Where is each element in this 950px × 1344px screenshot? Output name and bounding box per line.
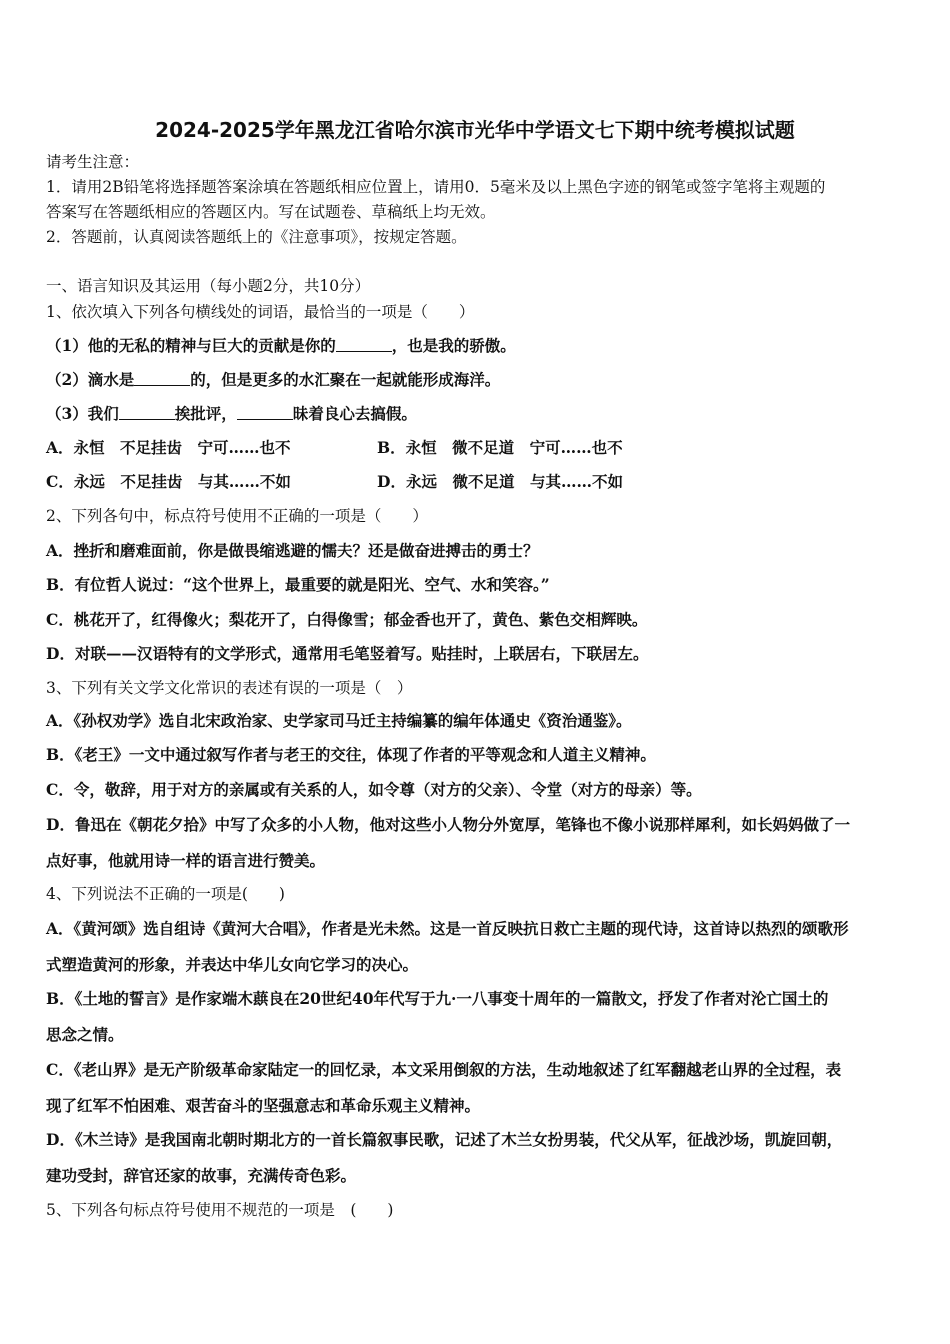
question-2-option-b: B．有位哲人说过：“这个世界上，最重要的就是阳光、空气、水和笑容。” xyxy=(46,575,550,594)
question-2-option-d: D．对联——汉语特有的文学形式，通常用毛笔竖着写。贴挂时，上联居右，下联居左。 xyxy=(46,644,649,663)
notice-item-1: 1．请用2B铅笔将选择题答案涂填在答题纸相应位置上，请用0．5毫米及以上黑色字迹的钢笔或签字笔将主观题的 xyxy=(46,178,826,196)
question-4-option-d: D．《木兰诗》是我国南北朝时期北方的一首长篇叙事民歌，记述了木兰女扮男装，代父从军，征战沙场，凯旋回朝， xyxy=(46,1130,843,1149)
fill-blank xyxy=(119,405,175,420)
fill-blank xyxy=(237,405,293,420)
fill-blank xyxy=(336,337,392,352)
question-1-sentence-3 xyxy=(46,404,417,424)
notice-heading: 请考生注意： xyxy=(46,153,140,171)
sentence-text: ，也是我的骄傲。 xyxy=(391,336,516,355)
sentence-text: （3）我们 xyxy=(46,404,119,423)
question-1-option-a: A．永恒 不足挂齿 宁可……也不 xyxy=(46,438,291,457)
question-4-option-c-cont: 现了红军不怕困难、艰苦奋斗的坚强意志和革命乐观主义精神。 xyxy=(46,1096,481,1115)
question-4-option-c: C．《老山界》是无产阶级革命家陆定一的回忆录，本文采用倒叙的方法，生动地叙述了红军翻越老山界的全过程，表 xyxy=(46,1060,842,1079)
sentence-text: 挨批评， xyxy=(174,404,237,423)
question-1-sentence-2 xyxy=(46,370,500,390)
question-3-stem: 3、下列有关文学文化常识的表述有误的一项是（ ） xyxy=(46,679,413,697)
page-title: 2024-2025学年黑龙江省哈尔滨市光华中学语文七下期中统考模拟试题 xyxy=(155,118,795,142)
question-2-stem: 2、下列各句中，标点符号使用不正确的一项是（ ） xyxy=(46,507,428,525)
sentence-text: 的，但是更多的水汇聚在一起就能形成海洋。 xyxy=(190,370,501,389)
question-3-option-c: C．令，敬辞，用于对方的亲属或有关系的人，如令尊（对方的父亲）、令堂（对方的母亲）等。 xyxy=(46,780,702,799)
question-3-option-a: A．《孙权劝学》选自北宋政治家、史学家司马迁主持编纂的编年体通史《资治通鉴》。 xyxy=(46,711,632,730)
question-4-option-a-cont: 式塑造黄河的形象，并表达中华儿女向它学习的决心。 xyxy=(46,955,419,974)
question-4-option-a: A．《黄河颂》选自组诗《黄河大合唱》，作者是光未然。这是一首反映抗日救亡主题的现代诗，这首诗以热烈的颂歌形 xyxy=(46,919,849,938)
question-1-option-d: D．永远 微不足道 与其……不如 xyxy=(377,472,623,491)
question-3-option-d-cont: 点好事，他就用诗一样的语言进行赞美。 xyxy=(46,851,326,870)
question-1-option-c: C．永远 不足挂齿 与其……不如 xyxy=(46,472,291,491)
sentence-text: （1）他的无私的精神与巨大的贡献是你的 xyxy=(46,336,336,355)
question-1-stem: 1、依次填入下列各句横线处的词语，最恰当的一项是（ ） xyxy=(46,303,475,321)
question-1-sentence-1 xyxy=(46,336,516,356)
question-4-option-b: B．《土地的誓言》是作家端木蕻良在20世纪40年代写于九·一八事变十周年的一篇散文，抒发了作者对沦亡国土的 xyxy=(46,989,829,1008)
question-4-stem: 4、下列说法不正确的一项是( ) xyxy=(46,885,285,903)
fill-blank xyxy=(134,371,190,386)
sentence-text: 昧着良心去搞假。 xyxy=(292,404,417,423)
question-3-option-d: D．鲁迅在《朝花夕拾》中写了众多的小人物，他对这些小人物分外宽厚，笔锋也不像小说那样犀利，如长妈妈做了一 xyxy=(46,815,850,834)
question-2-option-c: C．桃花开了，红得像火；梨花开了，白得像雪；郁金香也开了，黄色、紫色交相辉映。 xyxy=(46,610,648,629)
notice-item-1-cont: 答案写在答题纸相应的答题区内。写在试题卷、草稿纸上均无效。 xyxy=(46,203,496,221)
question-4-option-b-cont: 思念之情。 xyxy=(46,1025,124,1044)
sentence-text: （2）滴水是 xyxy=(46,370,135,389)
question-2-option-a: A．挫折和磨难面前，你是做畏缩逃避的懦夫？还是做奋进搏击的勇士？ xyxy=(46,541,539,560)
question-1-option-b: B．永恒 微不足道 宁可……也不 xyxy=(377,438,623,457)
question-4-option-d-cont: 建功受封，辞官还家的故事，充满传奇色彩。 xyxy=(46,1166,357,1185)
question-3-option-b: B．《老王》一文中通过叙写作者与老王的交往，体现了作者的平等观念和人道主义精神。 xyxy=(46,745,656,764)
notice-item-2: 2．答题前，认真阅读答题纸上的《注意事项》，按规定答题。 xyxy=(46,228,467,246)
section-heading: 一、语言知识及其运用（每小题2分，共10分） xyxy=(46,277,371,295)
question-5-stem: 5、下列各句标点符号使用不规范的一项是 ( ) xyxy=(46,1201,394,1219)
